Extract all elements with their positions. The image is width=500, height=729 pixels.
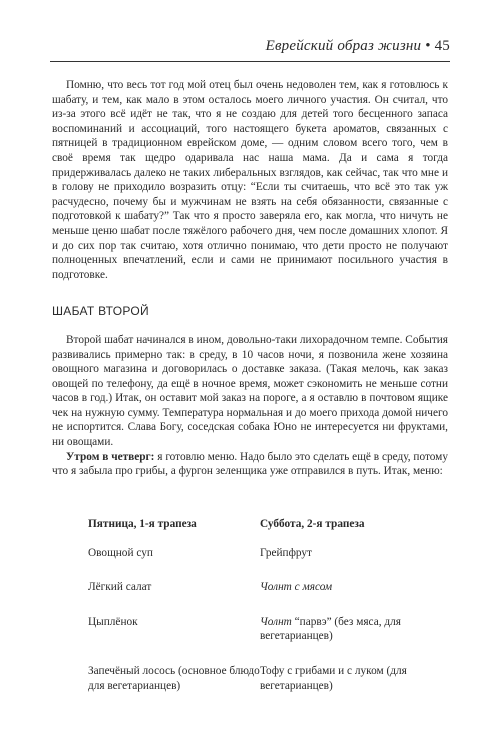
menu-item-left: Запечёный лосось (основное блюдо для вегетарианцев) xyxy=(88,664,260,692)
menu-item-left: Овощной суп xyxy=(88,546,153,559)
menu-item-right: Тофу с грибами и с луком (для вегетарианцев) xyxy=(260,664,407,692)
menu-row xyxy=(88,664,440,693)
menu-row xyxy=(88,615,440,644)
page-number: 45 xyxy=(434,38,450,54)
menu-item-left: Лёгкий салат xyxy=(88,581,152,594)
menu-table xyxy=(88,517,440,713)
paragraph: Помню, что весь тот год мой отец был очень недоволен тем, как я готовлюсь к шабату, и тем, как мало в этом осталось моего личного участия. Он считал, что из-за этого всё идёт не так, что я не создаю для детей того бесценного запаса воспоминаний и ассоциаций, того настоящего букета ароматов, связанных с пятницей в традиционном еврейском доме, — одним словом всего того, чем в своё время так щедро одаривала нас наша мама. Да и сама я тогда придерживалась далеко не таких либеральных взглядов, как сейчас, так что мне и в голову не приходило возразить отцу: “Если ты считаешь, что всё это так уж расчудесно, почему бы и мужчинам не взять на себя обязанности, связанные с подготовкой к шабату?” Так что я просто заверяла его, как могла, что ничуть не меньше ценю шабат после тяжёлого рабочего дня, чем после домашних хлопот. Я и до сих пор так считаю, хотя отлично понимаю, что дети просто не получают полноценных впечатлений, если и сами не принимают посильного участия в подготовке. xyxy=(52,79,448,281)
menu-item-left: Цыплёнок xyxy=(88,615,138,628)
page-body xyxy=(52,78,448,479)
lead-text: Утром в четверг: xyxy=(66,450,155,463)
menu-col1-header: Пятница, 1-я трапеза xyxy=(88,518,197,530)
menu-col2-header: Суббота, 2-я трапеза xyxy=(260,518,365,530)
menu-header-row xyxy=(88,517,440,532)
menu-row xyxy=(88,546,440,561)
lead-paragraph xyxy=(52,450,448,479)
running-header xyxy=(50,38,450,62)
menu-item-right: Грейпфрут xyxy=(260,546,312,559)
section-heading: ШАБАТ ВТОРОЙ xyxy=(52,304,149,319)
running-title: Еврейский образ жизни • xyxy=(265,38,431,54)
lead-paragraph-text: я готовлю меню. Надо было это сделать ещё в среду, потому что я забыла про грибы, а фургон зеленщика уже отправился в путь. Итак, меню: xyxy=(52,450,448,478)
menu-item-right: Чолнт “парвэ” (без мяса, для вегетарианцев) xyxy=(260,615,401,643)
paragraph: Второй шабат начинался в ином, довольно-таки лихорадочном темпе. События развивались примерно так: в среду, в 10 часов ночи, я позвонила жене хозяина овощного магазина и договорилась о доставке заказа. (Такая мелочь, как заказ овощей по телефону, да ещё в ночное время, может сэкономить не меньше сотни часов в год.) Итак, он оставит мой заказ на пороге, а я оставлю в почтовом ящике чек на нужную сумму. Температура нормальная и до моего прихода домой ничего не испортится. Слава Богу, соседская собака Юно не интересуется ни фруктами, ни овощами. xyxy=(52,333,448,449)
menu-row xyxy=(88,580,440,595)
menu-item-right: Чолнт с мясом xyxy=(260,581,333,594)
